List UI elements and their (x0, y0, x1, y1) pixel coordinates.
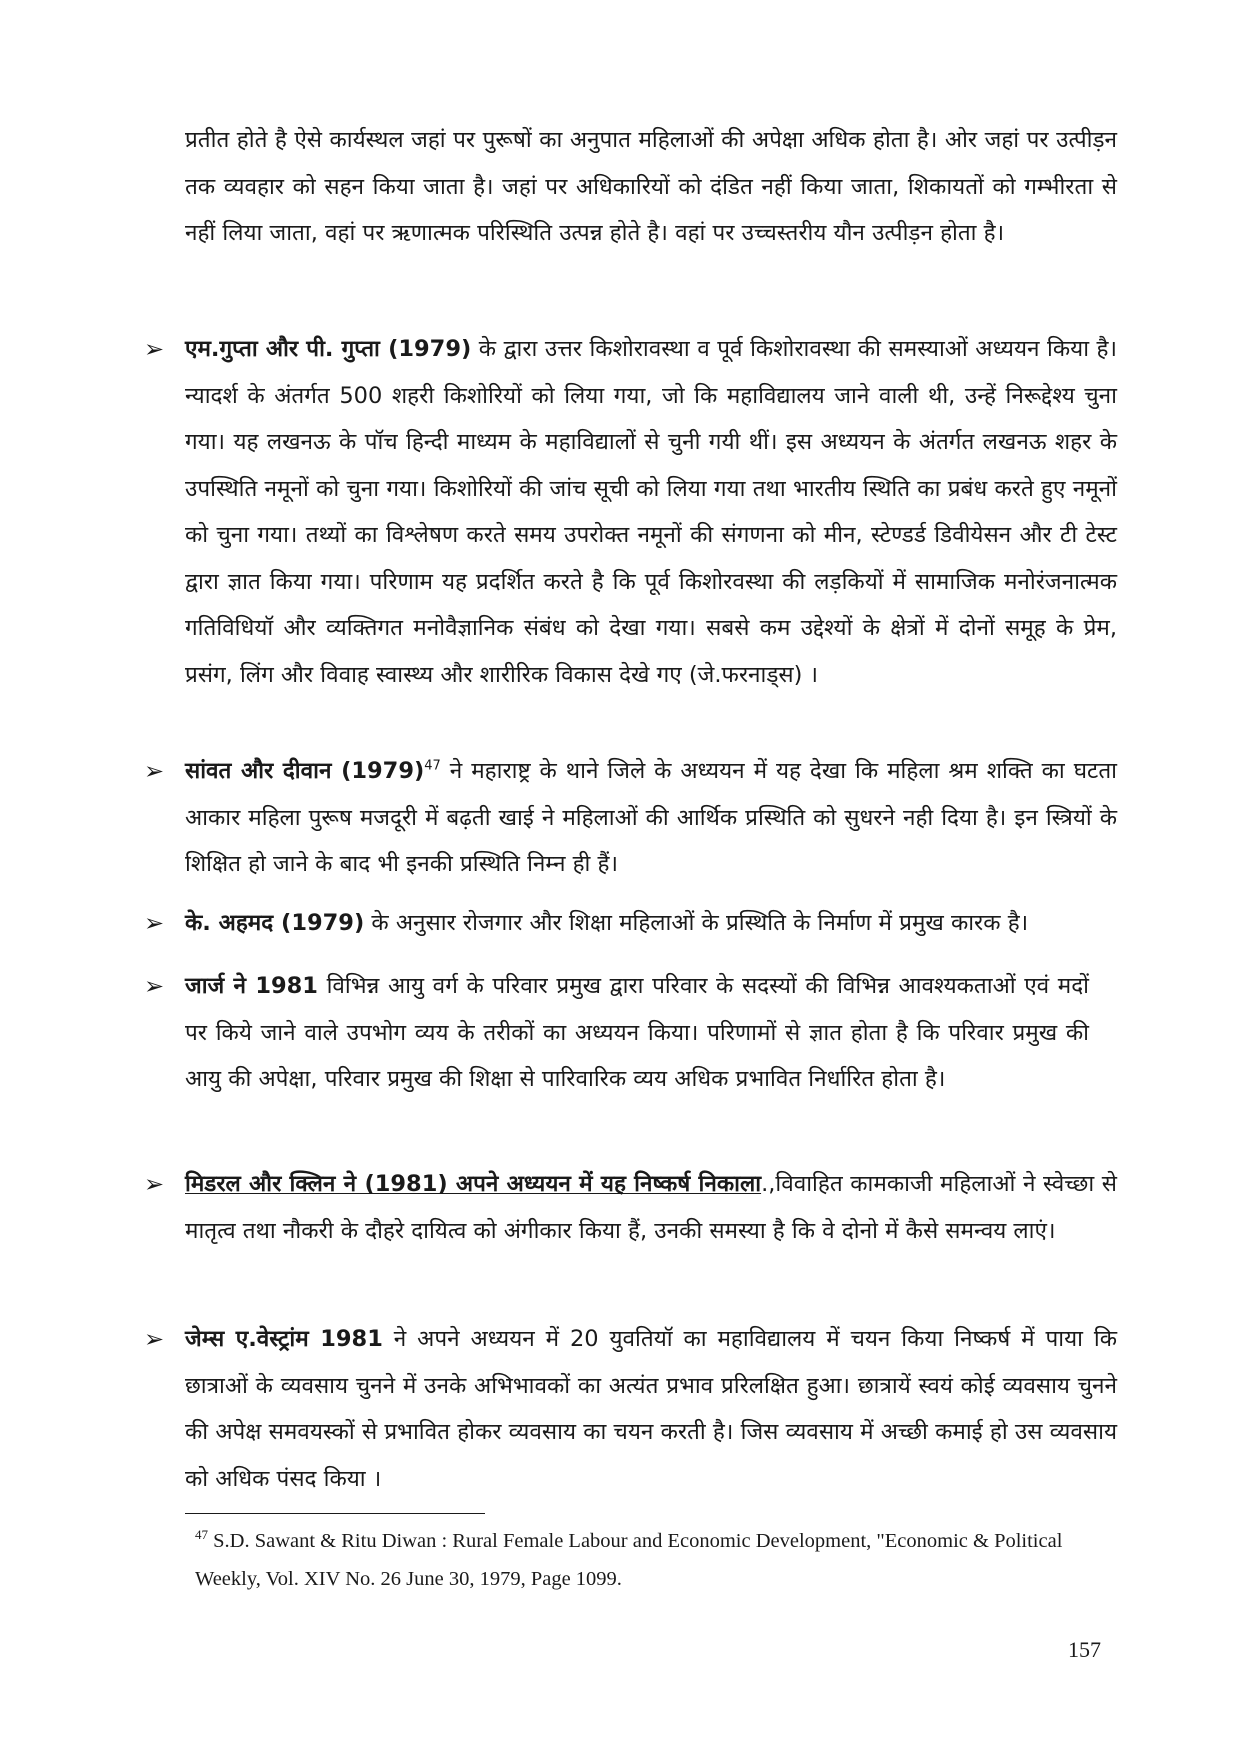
item-text: विभिन्न आयु वर्ग के परिवार प्रमुख द्वारा परिवार के सदस्यों की विभिन्न आवश्यकताओं एवं मदों पर किये जाने वाले उपभोग व्यय के तरीकों का अध्ययन किया। परिणामों से ज्ञात होता है कि परिवार प्रमुख की आयु की अपेक्षा, परिवार प्रमुख की शिक्षा से पारिवारिक व्यय अधिक प्रभावित निर्धारित होता है। (185, 973, 1089, 1092)
bullet-arrow-icon: ➢ (144, 1325, 165, 1353)
bullet-arrow-icon: ➢ (144, 909, 165, 937)
item-lead: मिडरल और क्लिन ने (1981) अपने अध्ययन में यह निष्कर्ष निकाला (185, 1171, 762, 1197)
footnote-divider (185, 1513, 485, 1514)
list-item (185, 963, 1089, 1103)
intro-paragraph: प्रतीत होते है ऐसे कार्यस्थल जहां पर पुरूषों का अनुपात महिलाओं की अपेक्षा अधिक होता है। ओर जहां पर उत्पीड़न तक व्यवहार को सहन किया जाता है। जहां पर अधिकारियों को दंडित नहीं किया जाता, शिकायतों को गम्भीरता से नहीं लिया जाता, वहां पर ऋणात्मक परिस्थिति उत्पन्न होते है। वहां पर उच्चस्तरीय यौन उत्पीड़न होता है। (185, 127, 1117, 246)
footnote-number: 47 (195, 1527, 208, 1543)
item-lead: जेम्स ए.वेस्ट्रांम 1981 (185, 1326, 383, 1352)
footnote-text: S.D. Sawant & Ritu Diwan : Rural Female Labour and Economic Development, "Economic & Political Weekly, Vol. XIV No. 26 June 30, 1979, Page 1099. (195, 1530, 1063, 1590)
list-item (185, 1161, 1117, 1254)
list-item (185, 748, 1117, 888)
list-item (185, 326, 1117, 698)
item-text: ने महाराष्ट्र के थाने जिले के अध्ययन में यह देखा कि महिला श्रम शक्ति का घटता आकार महिला पुरूष मजदूरी में बढ़ती खाई ने महिलाओं की आर्थिक प्रस्थिति को सुधरने नही दिया है। इन स्त्रियों के शिक्षित हो जाने के बाद भी इनकी प्रस्थिति निम्न ही हैं। (185, 758, 1118, 877)
item-lead: एम.गुप्ता और पी. गुप्ता (1979) (185, 336, 472, 362)
bullet-arrow-icon: ➢ (144, 1170, 165, 1198)
bullet-arrow-icon: ➢ (144, 972, 165, 1000)
item-text: ने अपने अध्ययन में 20 युवतियॉ का महाविद्यालय में चयन किया निष्कर्ष में पाया कि छात्राओं के व्यवसाय चुनने में उनके अभिभावकों का अत्यंत प्रभाव प्ररिलक्षित हुआ। छात्रायें स्वयं कोई व्यवसाय चुनने की अपेक्ष समवयस्कों से प्रभावित होकर व्यवसाय का चयन करती है। जिस व्यवसाय में अच्छी कमाई हो उस व्यवसाय को अधिक पंसद किया । (185, 1326, 1118, 1492)
page-number: 157 (1068, 1637, 1101, 1662)
item-lead: के. अहमद (1979) (185, 910, 365, 936)
list-item (185, 1316, 1117, 1502)
bullet-arrow-icon: ➢ (144, 757, 165, 785)
item-text: के द्वारा उत्तर किशोरावस्था व पूर्व किशोरावस्था की समस्याओं अध्ययन किया है। न्यादर्श के अंतर्गत 500 शहरी किशोरियों को लिया गया, जो कि महाविद्यालय जाने वाली थी, उन्हें निरूद्देश्य चुना गया। यह लखनऊ के पॉच हिन्दी माध्यम के महाविद्यालों से चुनी गयी थीं। इस अध्ययन के अंतर्गत लखनऊ शहर के उपस्थिति नमूनों को चुना गया। किशोरियों की जांच सूची को लिया गया तथा भारतीय स्थिति का प्रबंध करते हुए नमूनों को चुना गया। तथ्यों का विश्लेषण करते समय उपरोक्त नमूनों की संगणना को मीन, स्टेण्डर्ड डिवीयेसन और टी टेस्ट द्वारा ज्ञात किया गया। परिणाम यह प्रदर्शित करते है कि पूर्व किशोरवस्था की लड़कियों में सामाजिक मनोरंजनात्मक गतिविधियॉ और व्यक्तिगत मनोवैज्ञानिक संबंध को देखा गया। सबसे कम उद्देश्यों के क्षेत्रों में दोनों समूह के प्रेम, प्रसंग, लिंग और विवाह स्वास्थ्य और शारीरिक विकास देखे गए (जे.फरनाड्स) । (185, 336, 1117, 688)
item-lead: जार्ज ने 1981 (185, 973, 318, 999)
item-text: के अनुसार रोजगार और शिक्षा महिलाओं के प्रस्थिति के निर्माण में प्रमुख कारक है। (364, 910, 1029, 936)
footnote (195, 1522, 1125, 1598)
footnote-ref: 47 (424, 758, 441, 774)
list-item (185, 900, 1117, 947)
item-lead: सांवत और दीवान (1979) (185, 758, 425, 784)
item-text: .,विवाहित कामकाजी महिलाओं ने स्वेच्छा से मातृत्व तथा नौकरी के दौहरे दायित्व को अंगीकार किया हैं, उनकी समस्या है कि वे दोनो में कैसे समन्वय लाएं। (185, 1171, 1117, 1244)
bullet-arrow-icon: ➢ (144, 335, 165, 363)
